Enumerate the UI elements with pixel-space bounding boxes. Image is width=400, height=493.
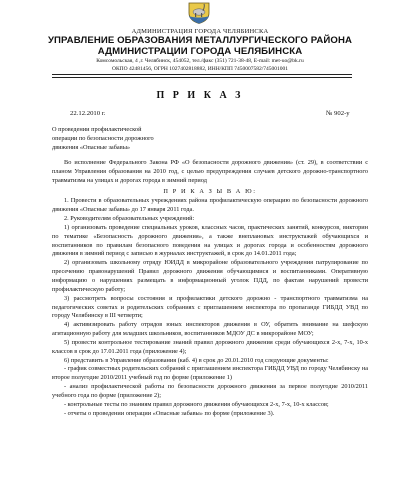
item-2-paragraph: 2. Руководителям образовательных учреждений: — [64, 215, 195, 223]
subitem-5-paragraph: 5) провести контрольное тестирование знаний правил дорожного движения среди обучающихся 2-х, 7-х, 10-х классов в срок до 17.01.2011 года (приложение 4); — [52, 338, 368, 355]
organization-name-line2: АДМИНИСТРАЦИИ ГОРОДА ЧЕЛЯБИНСКА — [97, 46, 303, 57]
document-list-item: - отчеты о проведении операции «Опасные забавы» по форме (приложение 3). — [64, 409, 275, 417]
preamble-paragraph: Во исполнение Федерального Закона РФ «О безопасности дорожного движения» (ст. 29), в соответствии с планом Управления образования на 2010 год, с целью предупреждения случаев детского дорожно-транспортного травматизма на улицах и дорогах города в зимний период — [52, 159, 368, 184]
document-title: П Р И К А З — [156, 90, 244, 101]
subitem-6-paragraph: 6) представить в Управление образования (каб. 4) в срок до 20.01.2010 год следующие документы: — [64, 356, 329, 364]
document-body — [52, 159, 368, 418]
header-divider-thin — [52, 77, 352, 78]
chelyabinsk-coat-of-arms-icon — [187, 2, 211, 24]
subject-line: О проведении профилактической — [52, 126, 142, 133]
document-subject — [52, 125, 154, 153]
document-number: № 902-у — [326, 110, 350, 117]
subject-line: операции по безопасности дорожного — [52, 135, 154, 143]
registration-codes-line: ОКПО 42481456, ОГРН 1027402818882, ИНН/КПП 7450007582/745001001 — [112, 66, 288, 72]
address-line: Комсомольская, 4 ,г. Челябинск, 454052, тел./факс (351) 721-38-48, E-mail: met-uo@bk.ru — [96, 58, 304, 64]
subitem-2-paragraph: 2) организовать школьному отряду ЮИДД в микрорайоне образовательного учреждения патрулирование по пресечению правонарушений Правил дорожного движения обучающимися и воспитанниками. Оперативную информацию о нарушениях размещать в информационный уголок ПДД, по фактам нарушений провести профилактическую работу; — [52, 259, 368, 293]
subitem-1-paragraph: 1) организовать проведение специальных уроков, классных часов, практических занятий, конкурсов, викторин по тематике «Безопасность дорожного движения», а также внеплановых инструктажей обучающихся и воспитанников по правилам безопасного поведения на улицах и дорогах города и особенностям дорожного движения в зимний период с записью в журналах инструктажей, в срок до 14.01.2011 года; — [52, 223, 368, 258]
header-divider-thick — [52, 74, 352, 75]
document-date: 22.12.2010 г. — [70, 110, 106, 117]
item-1-paragraph: 1. Провести в образовательных учреждениях района профилактическую операцию по безопасности дорожного движения «Опасные забавы» до 17 января 2011 года. — [52, 197, 368, 214]
document-list-item: - анализ профилактической работы по безопасности дорожного движения за первое полугодие 2010/2011 учебного года по форме (приложение 2); — [52, 383, 368, 399]
subitem-3-paragraph: 3) рассмотреть вопросы состояния и профилактики детского дорожно - транспортного травматизма на педагогических советах и родительских собраниях с приглашением инспектора по пропаганде ГИБДД УВД по городу Челябинску в III четверти; — [52, 294, 368, 320]
document-list-item: - график совместных родительских собраний с приглашением инспектора ГИБДД УВД по городу Челябинску на второе полугодие 2010/2011 учебный год по форме (приложение 1) — [52, 365, 368, 382]
organization-name-line1: УПРАВЛЕНИЕ ОБРАЗОВАНИЯ МЕТАЛЛУРГИЧЕСКОГО РАЙОНА — [47, 35, 353, 46]
subject-line: движения «Опасные забавы» — [52, 144, 131, 152]
subitem-4-paragraph: 4) активизировать работу отрядов юных инспекторов движения в ОУ, обратить внимание на шефскую агитационную работу для младших школьников, воспитанников МДОУ ДС в микрорайоне МОУ; — [52, 321, 368, 338]
administration-heading: АДМИНИСТРАЦИЯ ГОРОДА ЧЕЛЯБИНСКА — [131, 28, 269, 35]
orders-heading: П Р И К А З Ы В А Ю: — [163, 187, 257, 195]
document-list-item: - контрольные тесты по знаниям правил дорожного движения обучающихся 2-х, 7-х, 10-х классов; — [64, 400, 329, 408]
